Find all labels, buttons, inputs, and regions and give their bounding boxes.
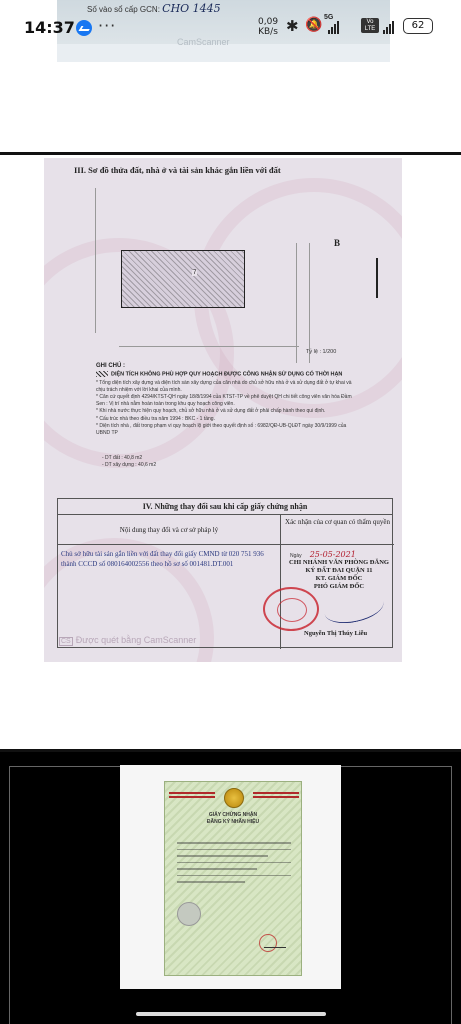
hatch-swatch-icon xyxy=(96,371,108,377)
bluetooth-icon: ✱ xyxy=(286,17,299,35)
cert-title-sub: ĐĂNG KÝ NHÃN HIỆU xyxy=(206,819,260,825)
cert-signature xyxy=(264,942,286,948)
cert-title-main: GIẤY CHỨNG NHẬN xyxy=(208,812,258,818)
network-speed xyxy=(258,17,278,37)
date-label: Ngày xyxy=(290,553,302,559)
changes-column-header: Nội dung thay đổi và cơ sở pháp lý xyxy=(58,515,280,545)
signer-name: Nguyễn Thị Thúy Liễu xyxy=(304,630,368,637)
red-stamp-icon xyxy=(263,587,319,631)
camscanner-icon: CS xyxy=(61,638,71,645)
building-area: - DT xây dựng : 40,6 m2 xyxy=(102,461,157,468)
legend xyxy=(96,371,342,377)
authority-column-header: Xác nhận của cơ quan có thẩm quyền xyxy=(281,515,394,545)
issuing-office xyxy=(284,559,394,591)
document-page[interactable] xyxy=(44,158,402,662)
page-divider xyxy=(0,152,461,155)
watermark-text: Được quét bằng CamScanner xyxy=(75,635,197,645)
certificate-document xyxy=(164,781,302,976)
cert-body-text xyxy=(177,842,291,888)
signature xyxy=(322,588,387,628)
camscanner-watermark xyxy=(59,635,196,646)
road-line xyxy=(296,243,297,363)
messenger-icon xyxy=(76,20,92,36)
network-speed-unit: KB/s xyxy=(258,27,278,37)
road-line-3 xyxy=(119,346,299,347)
scale-label: Tỷ lệ : 1/200 xyxy=(306,349,337,355)
approval-date xyxy=(290,550,356,559)
note-item: * Căn cứ quyết định 4294/KTST-QH ngày 18/8/1994 của KTST-TP về phê duyệt QH chi tiết công viên văn hóa Đầm Sen : Vị trí nhà nằm hoàn toàn trong khu quy hoạch công viên. xyxy=(96,394,352,407)
top-strip-label xyxy=(87,2,221,15)
legend-text: DIỆN TÍCH KHÔNG PHÙ HỢP QUY HOẠCH ĐƯỢC CÔNG NHẬN SỬ DỤNG CÓ THỜI HẠN xyxy=(111,371,343,378)
road-line-2 xyxy=(309,243,310,363)
signal-strength-icon xyxy=(328,20,339,34)
date-value: 25-05-2021 xyxy=(309,550,356,559)
change-content: Chủ sở hữu tài sản gắn liền với đất thay đổi giấy CMND từ 020 751 936 thành CCCD số 080164002556 theo hồ sơ số 001481.DT.001 xyxy=(61,550,264,568)
land-area: - DT đất : 40,8 m2 xyxy=(102,455,143,461)
national-emblem-icon xyxy=(224,788,244,808)
status-clock: 14:37 xyxy=(24,18,75,37)
section-4-title: IV. Những thay đổi sau khi cấp giấy chứng nhận xyxy=(58,499,392,515)
office-name: CHI NHÁNH VĂN PHÒNG ĐĂNG KÝ ĐẤT ĐAI QUẬN 11 xyxy=(289,559,389,574)
volte-icon xyxy=(361,18,379,33)
more-notifications-icon: ··· xyxy=(98,16,117,35)
trademark-logo-icon xyxy=(177,902,201,926)
battery-indicator: 62 xyxy=(403,18,433,34)
cert-header-right xyxy=(253,792,299,802)
signal-strength-icon-2 xyxy=(383,20,394,34)
status-bar xyxy=(0,0,461,56)
cert-title xyxy=(165,812,301,826)
boundary-line xyxy=(95,188,96,333)
note-item: * Tổng diện tích xây dựng và diện tích sàn xây dựng của căn nhà do chủ sở hữu nhà ở và sử dụng đất ở tự khai và chịu trách nhiệm với lời khai của mình. xyxy=(96,380,352,393)
changes-table xyxy=(57,498,393,648)
office-deputy: PHÓ GIÁM ĐỐC xyxy=(313,583,365,590)
north-label: B xyxy=(334,238,341,248)
home-indicator[interactable] xyxy=(136,1012,326,1016)
volte-bottom: LTE xyxy=(364,26,376,32)
north-arrow-icon xyxy=(376,258,378,298)
land-lot xyxy=(121,250,245,308)
certificate-entry-label: Số vào sổ cấp GCN: xyxy=(87,5,160,14)
area-values xyxy=(102,455,156,468)
mute-icon: 🔕 xyxy=(305,17,323,33)
cert-header-left xyxy=(169,792,215,802)
network-type: 5G xyxy=(324,14,334,21)
plot-number: 7 xyxy=(193,270,197,276)
certificate-entry-number: CHO 1445 xyxy=(162,2,221,15)
note-item: * Khi nhà nước thực hiện quy hoạch, chủ sở hữu nhà ở và sử dụng đất ở phải chấp hành theo qui định. xyxy=(96,408,326,414)
note-item: * Cấu trúc nhà theo điều tra năm 1994 : BKC - 1 tầng. xyxy=(96,415,215,422)
office-kt: KT. GIÁM ĐỐC xyxy=(315,575,363,582)
notes-title: GHI CHÚ : xyxy=(96,363,125,369)
note-item: * Diện tích nhà , đất trong phạm vi quy hoạch lộ giới theo quyết định số : 6982/QĐ-UB-QLĐT ngày 30/9/1999 của UBND TP xyxy=(96,423,347,436)
network-speed-value: 0,09 xyxy=(258,17,279,27)
top-strip-watermark: CamScanner xyxy=(177,37,230,47)
notes-list xyxy=(96,380,356,437)
section-3-title: III. Sơ đồ thửa đất, nhà ở và tài sản khác gắn liền với đất xyxy=(74,165,281,175)
volte-top: Vo xyxy=(366,19,374,25)
